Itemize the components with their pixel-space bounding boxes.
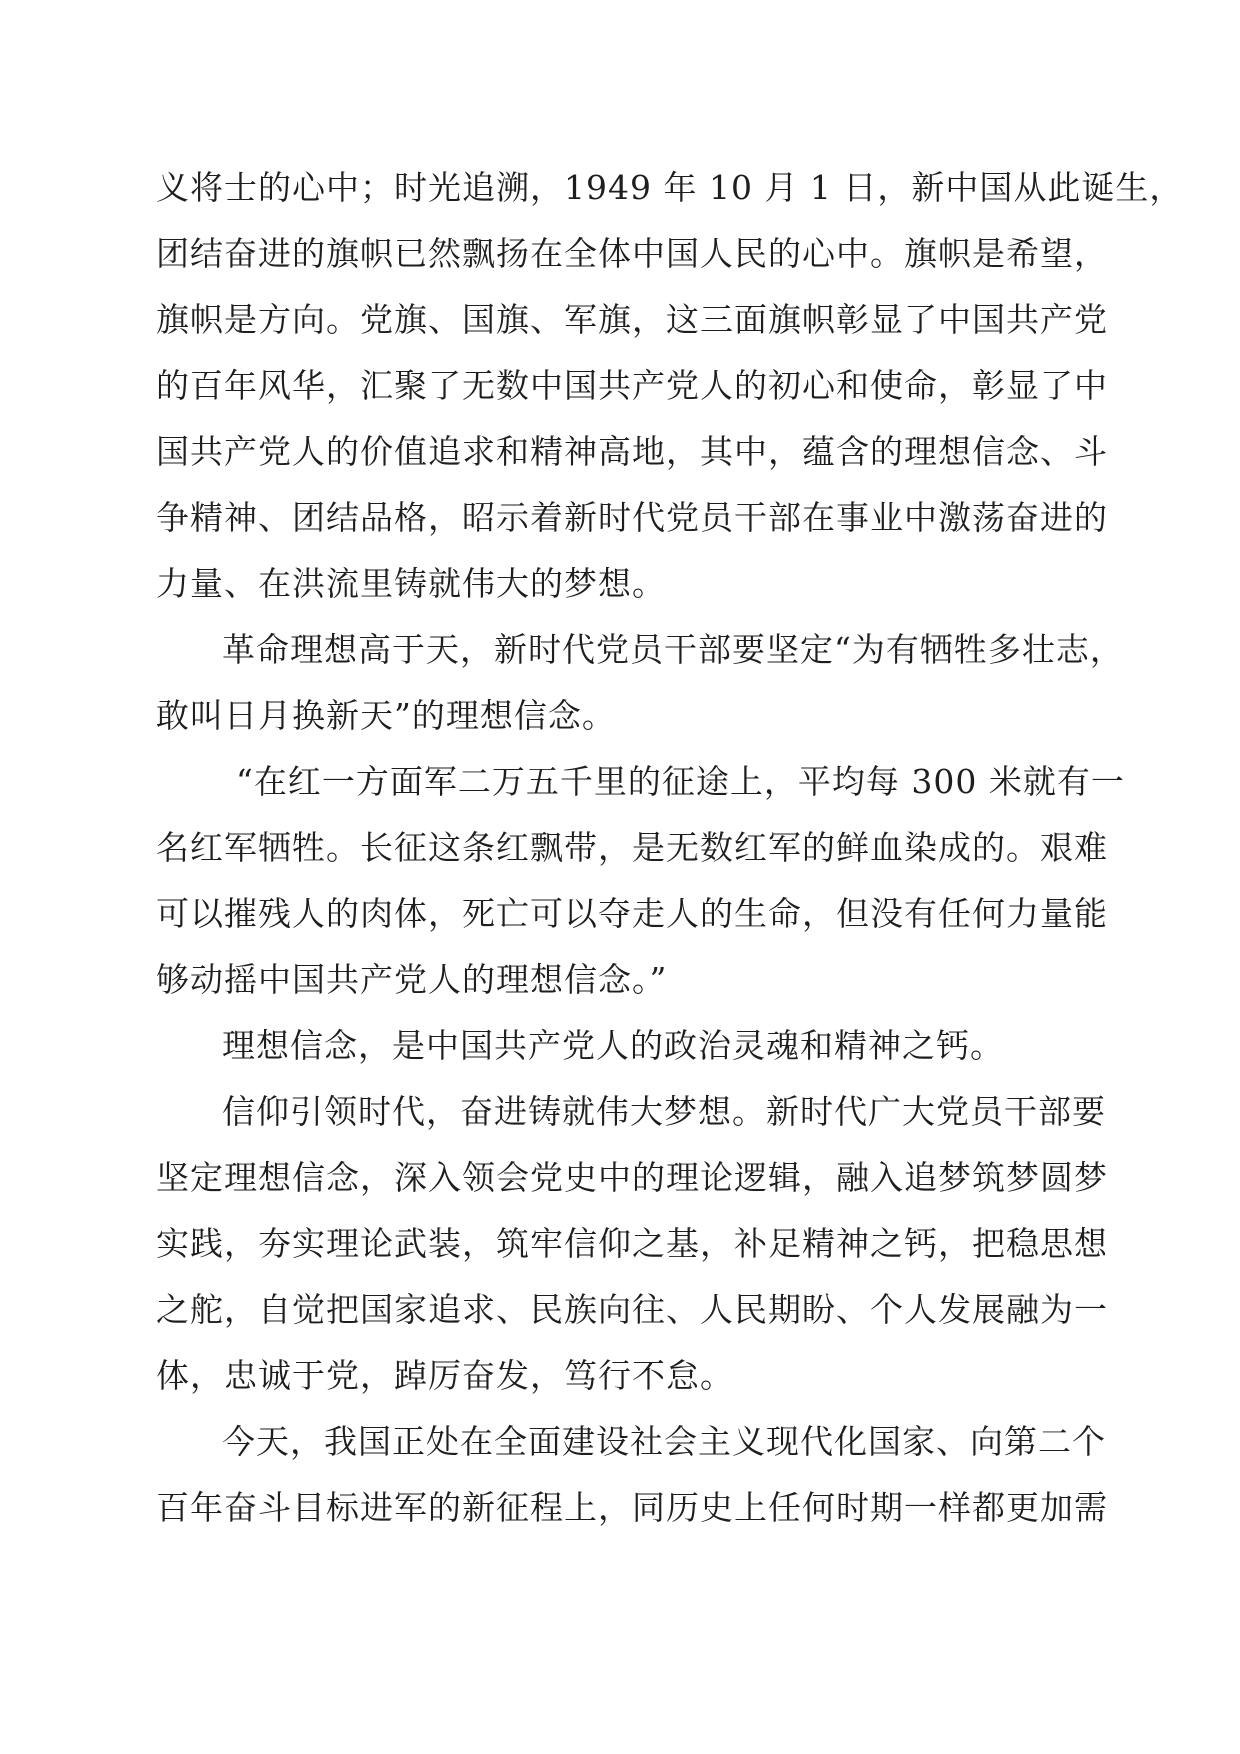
text-line: 力量、在洪流里铸就伟大的梦想。	[156, 564, 666, 603]
text-line: 国共产党人的价值追求和精神高地，其中，蕴含的理想信念、斗	[156, 432, 1108, 471]
text-line: 坚定理想信念，深入领会党史中的理论逻辑，融入追梦筑梦圆梦	[156, 1158, 1108, 1197]
text-line: 名红军牺牲。长征这条红飘带，是无数红军的鲜血染成的。艰难	[156, 828, 1108, 867]
text-line: 的百年风华，汇聚了无数中国共产党人的初心和使命，彰显了中	[156, 366, 1108, 405]
text-line: 旗帜是方向。党旗、国旗、军旗，这三面旗帜彰显了中国共产党	[156, 300, 1108, 339]
text-line: 百年奋斗目标进军的新征程上，同历史上任何时期一样都更加需	[156, 1488, 1108, 1527]
text-line: 够动摇中国共产党人的理想信念。”	[156, 960, 668, 999]
text-line: 敢叫日月换新天”的理想信念。	[156, 696, 616, 735]
text-line: 义将士的心中；时光追溯，1949 年 10 月 1 日，新中国从此诞生，	[156, 168, 1184, 207]
paragraph-start-line: 理想信念，是中国共产党人的政治灵魂和精神之钙。	[222, 1026, 1004, 1065]
text-line: 实践，夯实理论武装，筑牢信仰之基，补足精神之钙，把稳思想	[156, 1224, 1108, 1263]
text-line: 之舵，自觉把国家追求、民族向往、人民期盼、个人发展融为一	[156, 1290, 1108, 1329]
text-line: 团结奋进的旗帜已然飘扬在全体中国人民的心中。旗帜是希望，	[156, 234, 1108, 273]
text-line: 争精神、团结品格，昭示着新时代党员干部在事业中激荡奋进的	[156, 498, 1108, 537]
paragraph-start-line: 信仰引领时代，奋进铸就伟大梦想。新时代广大党员干部要	[222, 1092, 1106, 1131]
quote-start-line: “在红一方面军二万五千里的征途上，平均每 300 米就有一	[236, 762, 1125, 801]
text-line: 体，忠诚于党，踔厉奋发，笃行不怠。	[156, 1356, 734, 1395]
text-line: 可以摧残人的肉体，死亡可以夺走人的生命，但没有任何力量能	[156, 894, 1108, 933]
paragraph-start-line: 革命理想高于天，新时代党员干部要坚定“为有牺牲多壮志，	[222, 630, 1124, 669]
paragraph-start-line: 今天，我国正处在全面建设社会主义现代化国家、向第二个	[222, 1422, 1106, 1461]
